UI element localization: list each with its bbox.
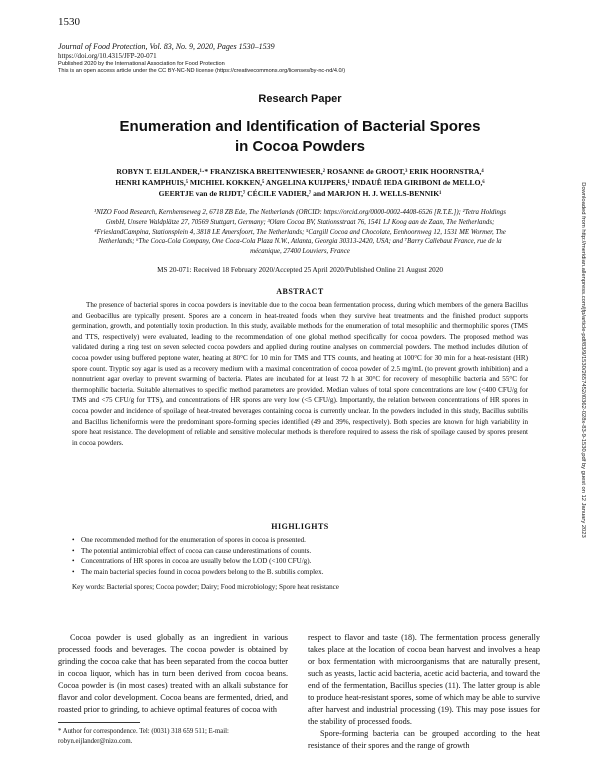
highlight-item: • The potential antimicrobial effect of cocoa can cause underestimations of counts. xyxy=(72,546,528,557)
affiliation-line-3: ⁴FrieslandCampina, Stationsplein 4, 3818 LE Amersfoort, The Netherlands; ⁵Cargill Cocoa and Chocolate, Eenhoornweg 12, 1531 ME Wormer, The xyxy=(94,228,506,236)
author-line-2: HENRI KAMPHUIS,⁵ MICHIEL KOKKEN,⁵ ANGELINA KUIJPERS,¹ INDAUÊ IEDA GIRIBONI de MELLO,⁶ xyxy=(115,178,485,187)
affiliation-line-1: ¹NIZO Food Research, Kernhemseweg 2, 6718 ZB Ede, The Netherlands (ORCID: https://orcid.org/0000-0002-4408-6526 [R.T.E.]); ²Tetra Holdings xyxy=(94,209,506,216)
publisher-line: Published 2020 by the International Association for Food Protection xyxy=(58,61,225,67)
highlights-list xyxy=(72,535,528,577)
author-line-3: GEERTJE van de RIJDT,⁷ CÉCILE VADIER,⁷ and MARJON H. J. WELLS-BENNIK¹ xyxy=(158,189,442,198)
body-column-right xyxy=(308,632,540,752)
highlight-item: • The main bacterial species found in cocoa powders belong to the B. subtilis complex. xyxy=(72,567,528,578)
highlight-item: • Concentrations of HR spores in cocoa are usually below the LOD (<100 CFU/g). xyxy=(72,556,528,567)
abstract-body xyxy=(72,300,528,448)
affiliation-line-2: GmbH, Unsere Waldplätze 27, 70569 Stuttgart, Germany; ³Olam Cocoa BV, Stationsstraat 76, 1541 LJ Koog aan de Zaan, The Netherlands; xyxy=(105,218,495,226)
body-paragraph: Spore-forming bacteria can be grouped according to the heat resistance of their spores and the range of growth xyxy=(308,729,540,750)
correspondence-footnote xyxy=(58,727,290,747)
title-line-2: in Cocoa Powders xyxy=(234,138,366,155)
author-list xyxy=(68,166,532,199)
highlight-item: • One recommended method for the enumeration of spores in cocoa is presented. xyxy=(72,535,528,546)
intro-paragraph: Cocoa powder is used globally as an ingredient in various processed foods and beverages. The cocoa powder is obtained by grinding the cocoa cake that has been separated from the cocoa butter in cocoa liquor, which has in turn been derived from cocoa beans. Cocoa powder is (in most cases) treated with an alkali substance for flavor and color development. Cocoa beans are fermented, dried, and roasted prior to grinding, to achieve optimal features of cocoa with xyxy=(58,633,288,714)
manuscript-info: MS 20-071: Received 18 February 2020/Accepted 25 April 2020/Published Online 21 August 2020 xyxy=(157,266,443,274)
abstract-text: The presence of bacterial spores in cocoa powders is inevitable due to the cocoa bean fermentation process, during which members of the genera Bacillus and Geobacillus are typically present. Spores are a concern in heat-treated foods when they survive heat treatments and the finished product supports germination, growth, and potentially toxin production. In this study, available methods for the enumeration of total mesophilic and thermophilic spores (TMS and TTS, respectively) were evaluated, leading to the recommendation of one global method specifically for cocoa powders. The proposed method was validated during a ring test on seven selected cocoa powders and applied during routine analyses on commercial powders. The method includes dilution of cocoa powder using buffered peptone water, heating at 80°C for 10 min for TMS and TTS counts, and heating at 100°C for 30 min for a heat-resistant (HR) spore count. Tryptic soy agar is used as a recovery medium with a maximal concentration of cocoa powder of 2.5 mg/mL (to prevent growth inhibition) and a nonnutrient agar overlay to prevent swarming of bacteria. Plates are incubated for at least 72 h at 30°C for recovery of mesophilic bacteria and 55°C for thermophilic bacteria. Suitable alternatives to specific method parameters are provided. Median values of total spore concentrations are low (<400 CFU/g for TMS and <75 CFU/g for TTS), and concentrations of HR spores are very low (<5 CFU/g). Importantly, the relation between concentrations of HR spores in cocoa powder and incidence of spoilage of heat-treated beverages containing cocoa is currently unclear. In the powders included in this study, Bacillus subtilis and Bacillus licheniformis were the predominant spore-forming species identified (49 and 39%, respectively). Both species are known for high variability in spore heat resistance. The development of reliable and sensitive molecular methods is therefore required to assess the risk of spoilage caused by spores present in cocoa powders. xyxy=(72,301,528,447)
affiliation-line-4: Netherlands; ⁶The Coca-Cola Company, One Coca-Cola Plaza N.W., Atlanta, Georgia 30313-2420, USA; and ⁷Barry Callebaut France, rue de la xyxy=(98,238,502,246)
affiliation-line-5: mécanique, 27400 Louviers, France xyxy=(250,248,350,256)
journal-citation: Journal of Food Protection, Vol. 83, No. 9, 2020, Pages 1530–1539 xyxy=(58,42,275,51)
affiliations xyxy=(60,208,540,257)
body-column-left xyxy=(58,632,288,716)
author-line-1: ROBYN T. EIJLANDER,¹·* FRANZISKA BREITENWIESER,² ROSANNE de GROOT,³ ERIK HOORNSTRA,⁴ xyxy=(116,167,484,176)
keywords: Key words: Bacterial spores; Cocoa powder; Dairy; Food microbiology; Spore heat resistance xyxy=(72,583,339,591)
body-paragraph: respect to flavor and taste (18). The fermentation process generally takes place at the location of cocoa bean harvest and involves a heap or box fermentation with microorganisms that are naturally present, such as yeasts, lactic acid bacteria, acetic acid bacteria, and toward the end of the fermentation, Bacillus species (11). The latter group is able to produce heat-resistant spores, some of which may be able to survive after harvest and industrial processing (19). This may pose issues for the stability of processed foods. xyxy=(308,633,540,726)
footnote-line-1: * Author for correspondence. Tel: (0031) 318 659 511; E-mail: xyxy=(58,728,229,735)
footnote-email[interactable]: robyn.eijlander@nizo.com. xyxy=(58,738,133,745)
title-line-1: Enumeration and Identification of Bacterial Spores xyxy=(119,118,481,135)
paper-title xyxy=(80,117,520,157)
page-number: 1530 xyxy=(58,16,80,28)
doi-link[interactable]: https://doi.org/10.4315/JFP-20-071 xyxy=(58,52,157,60)
section-label: Research Paper xyxy=(258,93,342,105)
download-sidebar xyxy=(578,80,588,640)
footnote-divider xyxy=(58,722,140,723)
download-notice: Downloaded from http://meridian.allenpress.com/jfp/article-pdf/83/9/1530/2657452/i0362-028x-83-9-1530.pdf by guest on 12 January 2023 xyxy=(580,182,586,538)
abstract-heading: ABSTRACT xyxy=(276,287,324,296)
highlights-heading: HIGHLIGHTS xyxy=(271,522,329,531)
license-line: This is an open access article under the CC BY-NC-ND license (https://creativecommons.org/licenses/by-nc-nd/4.0/) xyxy=(58,68,346,74)
